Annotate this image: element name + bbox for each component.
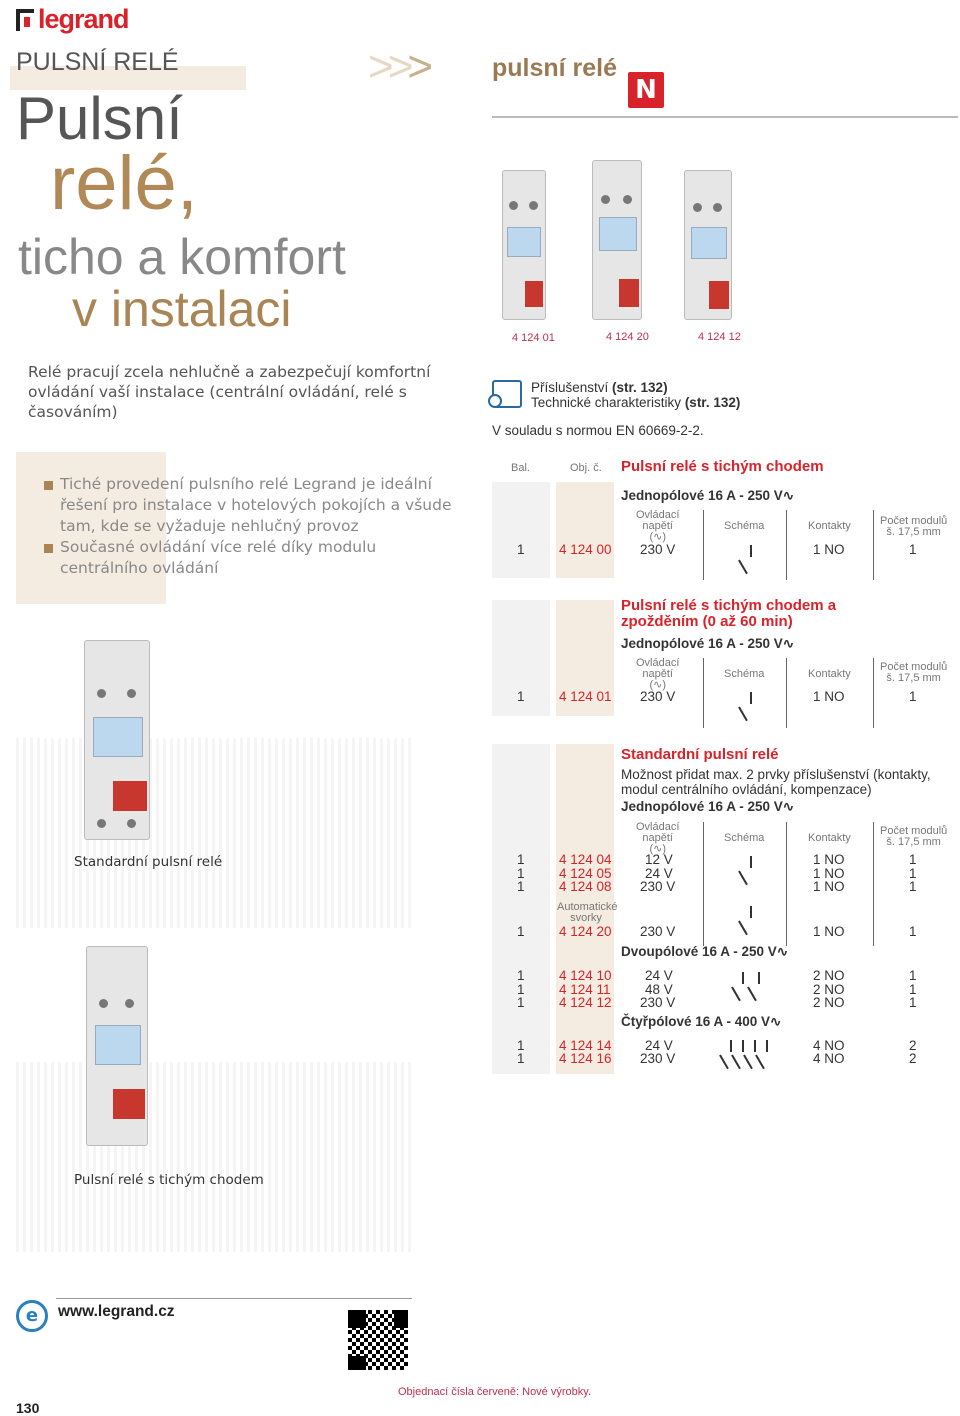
header-schema: Schéma: [724, 832, 765, 844]
intro-text: Relé pracují zcela nehlučně a zabezpečují komfortní ovládání vaší instalace (centrální ovládání, relé s časováním): [28, 363, 431, 421]
row-modules: 1: [909, 995, 917, 1010]
row-bal: 1: [517, 542, 525, 557]
row-modules: 1: [909, 542, 917, 557]
accessories-reference: Příslušenství (str. 132) Technické charakteristiky (str. 132): [531, 380, 741, 410]
schema-1p-icon: [738, 906, 758, 936]
photo-background: [16, 1062, 412, 1252]
legrand-logo: legrand: [16, 4, 129, 35]
hero-line-1: Pulsní: [16, 85, 183, 152]
row-bal: 1: [517, 852, 525, 867]
feature-item: Současné ovládání více relé díky modulu centrálního ovládání: [44, 537, 454, 579]
row-modules: 1: [909, 924, 917, 939]
section-label: PULSNÍ RELÉ: [16, 48, 179, 76]
row-contacts: 4 NO: [813, 1038, 845, 1053]
row-modules: 1: [909, 866, 917, 881]
bal-column-bg: [492, 744, 550, 1074]
section-title: Pulsní relé s tichým chodem: [621, 458, 824, 475]
relay-image: [86, 946, 148, 1146]
row-bal: 1: [517, 968, 525, 983]
row-bal: 1: [517, 866, 525, 881]
row-obj: 4 124 08: [559, 879, 612, 894]
section-description: Možnost přidat max. 2 prvky příslušenství (kontakty, modul centrálního ovládání, kompenzace): [621, 767, 931, 797]
row-voltage: 230 V: [640, 689, 676, 704]
section-subtitle: Jednopólové 16 A - 250 V∿: [621, 799, 795, 814]
header-obj: Obj. č.: [570, 462, 602, 474]
header-contacts: Kontakty: [808, 668, 851, 680]
column-divider: [873, 822, 874, 946]
website-link[interactable]: www.legrand.cz: [58, 1303, 175, 1320]
relay-image: [502, 170, 546, 320]
product-code: 4 124 20: [606, 331, 649, 343]
row-voltage: 24 V: [645, 866, 673, 881]
header-voltage: Ovládací napětí (∿): [636, 657, 680, 691]
header-modules: Počet modulů š. 17,5 mm: [880, 515, 948, 538]
header-divider: [492, 116, 958, 118]
row-contacts: 1 NO: [813, 879, 845, 894]
column-divider: [873, 658, 874, 728]
row-contacts: 2 NO: [813, 968, 845, 983]
section-title: Pulsní relé s tichým chodem a zpožděním (0 až 60 min): [621, 597, 837, 630]
schema-1p-icon: [738, 856, 758, 886]
product-code: 4 124 01: [512, 332, 555, 344]
row-contacts: 2 NO: [813, 982, 845, 997]
relay-image: [684, 170, 732, 320]
header-voltage: Ovládací napětí (∿): [636, 509, 680, 543]
row-obj: 4 124 01: [559, 689, 612, 704]
hero-line-4: v instalaci: [72, 281, 292, 337]
schema-1p-icon: [738, 545, 758, 575]
header-contacts: Kontakty: [808, 832, 851, 844]
header-title: pulsní relé: [492, 54, 618, 82]
automatic-terminals-label: Automatické svorky: [557, 901, 618, 924]
row-contacts: 1 NO: [813, 924, 845, 939]
column-divider: [703, 822, 704, 946]
row-contacts: 1 NO: [813, 866, 845, 881]
row-contacts: 2 NO: [813, 995, 845, 1010]
section-subtitle: Čtyřpólové 16 A - 400 V∿: [621, 1014, 782, 1029]
row-bal: 1: [517, 982, 525, 997]
row-voltage: 24 V: [645, 968, 673, 983]
column-divider: [786, 658, 787, 728]
row-obj: 4 124 11: [559, 982, 611, 997]
new-badge: N: [628, 72, 664, 108]
section-subtitle: Jednopólové 16 A - 250 V∿: [621, 636, 795, 651]
row-bal: 1: [517, 689, 525, 704]
row-modules: 2: [909, 1051, 917, 1066]
row-obj: 4 124 00: [559, 542, 612, 557]
relay-image: [592, 160, 642, 320]
row-modules: 1: [909, 852, 917, 867]
row-contacts: 1 NO: [813, 542, 845, 557]
relay-image: [84, 640, 150, 840]
e-catalogue-icon: e: [16, 1300, 48, 1332]
row-contacts: 1 NO: [813, 689, 845, 704]
header-schema: Schéma: [724, 668, 765, 680]
row-contacts: 4 NO: [813, 1051, 845, 1066]
product-code: 4 124 12: [698, 331, 741, 343]
row-obj: 4 124 20: [559, 924, 612, 939]
header-bal: Bal.: [511, 462, 530, 474]
row-bal: 1: [517, 995, 525, 1010]
row-voltage: 230 V: [640, 995, 676, 1010]
row-bal: 1: [517, 1051, 525, 1066]
row-voltage: 230 V: [640, 924, 676, 939]
schema-1p-icon: [738, 692, 758, 722]
row-modules: 1: [909, 968, 917, 983]
schema-2p-icon: [732, 972, 766, 1002]
column-divider: [786, 822, 787, 946]
row-obj: 4 124 12: [559, 995, 612, 1010]
page-number: 130: [16, 1400, 40, 1416]
norm-text: V souladu s normou EN 60669-2-2.: [492, 423, 704, 438]
row-voltage: 12 V: [645, 852, 673, 867]
hero-line-3: ticho a komfort: [18, 229, 346, 285]
legrand-logo-icon: [16, 9, 34, 31]
bal-column-bg: [492, 482, 550, 578]
row-voltage: 230 V: [640, 879, 676, 894]
row-voltage: 230 V: [640, 1051, 676, 1066]
section-subtitle: Jednopólové 16 A - 250 V∿: [621, 488, 795, 503]
header-modules: Počet modulů š. 17,5 mm: [880, 661, 948, 684]
features-list: [44, 474, 454, 579]
row-voltage: 230 V: [640, 542, 676, 557]
row-voltage: 24 V: [645, 1038, 673, 1053]
feature-item: Tiché provedení pulsního relé Legrand je ideální řešení pro instalace v hotelových pokojích a všude tam, kde se vyžaduje nehlučný provoz: [44, 474, 454, 537]
schema-4p-icon: [720, 1040, 776, 1070]
row-voltage: 48 V: [645, 982, 673, 997]
photo-caption: Standardní pulsní relé: [74, 854, 223, 870]
row-modules: 2: [909, 1038, 917, 1053]
column-divider: [873, 510, 874, 580]
row-modules: 1: [909, 879, 917, 894]
photo-background: [16, 738, 412, 928]
product-photo-strip: [492, 160, 752, 330]
footnote: Objednací čísla červeně: Nové výrobky.: [398, 1386, 591, 1398]
header-schema: Schéma: [724, 520, 765, 532]
row-obj: 4 124 16: [559, 1051, 612, 1066]
row-bal: 1: [517, 924, 525, 939]
chevrons-icon: >>>: [368, 42, 428, 91]
footer-divider: [56, 1298, 412, 1299]
row-obj: 4 124 05: [559, 866, 612, 881]
row-obj: 4 124 10: [559, 968, 612, 983]
section-subtitle: Dvoupólové 16 A - 250 V∿: [621, 944, 789, 959]
row-bal: 1: [517, 1038, 525, 1053]
header-modules: Počet modulů š. 17,5 mm: [880, 825, 948, 848]
row-contacts: 1 NO: [813, 852, 845, 867]
photo-caption: Pulsní relé s tichým chodem: [74, 1172, 264, 1188]
column-divider: [703, 510, 704, 580]
column-divider: [703, 658, 704, 728]
qr-code-icon: [346, 1308, 410, 1372]
column-divider: [786, 510, 787, 580]
catalog-book-icon: [492, 380, 522, 408]
row-modules: 1: [909, 689, 917, 704]
row-modules: 1: [909, 982, 917, 997]
hero-line-2: relé,: [50, 141, 198, 226]
obj-column-bg: [556, 482, 614, 578]
row-obj: 4 124 04: [559, 852, 612, 867]
row-obj: 4 124 14: [559, 1038, 612, 1053]
row-bal: 1: [517, 879, 525, 894]
header-contacts: Kontakty: [808, 520, 851, 532]
section-title: Standardní pulsní relé: [621, 746, 779, 763]
header-voltage: Ovládací napětí (∿): [636, 821, 680, 855]
